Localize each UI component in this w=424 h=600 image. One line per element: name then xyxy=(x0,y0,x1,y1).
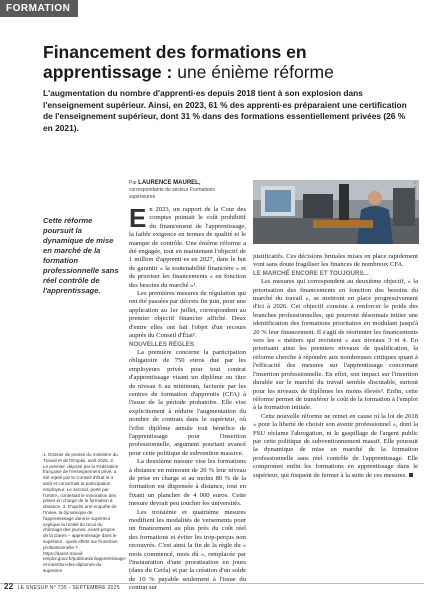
drop-cap: E xyxy=(129,203,147,233)
paragraph xyxy=(253,413,418,480)
pull-quote: Cette réforme poursuit la dynamique de mise en marché de la formation professionnelle sans réel contrôle de l'apprentissage. xyxy=(43,216,119,295)
page-number: 22 xyxy=(4,582,14,591)
paragraph xyxy=(129,203,246,290)
byline xyxy=(129,180,239,201)
article-photo xyxy=(253,180,419,244)
article-column-2 xyxy=(253,253,418,480)
paragraph: La deuxième mesure vise les formations à distance en minorant de 20 % leur niveau de prise en charge si au moins 80 % de la formation est dispensée à distance, tout en fixant un plancher de 4 000 euros. Cette mesure devrait peu toucher les universités. xyxy=(129,458,246,508)
workshop-photo-illustration xyxy=(253,180,419,244)
page-footer xyxy=(4,582,120,591)
byline-role: correspondante du secteur Formations supérieures xyxy=(129,187,215,200)
subheading: LE MARCHÉ ENCORE ET TOUJOURS... xyxy=(253,269,369,277)
article-column-1 xyxy=(129,203,247,593)
byline-prefix: Par xyxy=(129,180,139,186)
byline-author: LAURENCE MAUREL, xyxy=(138,180,201,186)
paragraph: La première concerne la participation obligatoire de 750 euros due par les employeurs privés pour tout contrat d'apprentissage visant un diplôme ou titre de niveau 6 au minimum, facturée par les centres de formation d'apprentis (CFA) à l'issue de la période probatoire. Elle vise explicitement à réduire l'augmentation du nombre de contrats dans le supérieur, où l'effet diplôme annule tout bénéfice de l'apprentissage pour l'insertion professionnelle, argument pourtant avancé pour cette politique de subvention massive. xyxy=(129,348,246,457)
paragraph: Les troisième et quatrième mesures modifient les modalités de versements pour un financement au plus près du coût réel des formations et éviter les trop-perçus non recouvrés. C'est ainsi la fin de la règle du « mois commencé, mois dû », remplacée par l'instauration d'une proratisation en jours (dans du Cerfa) et par la création d'un solde de 10 % payable seulement à l'issue du contrat sur xyxy=(129,508,246,592)
subheading: NOUVELLES RÈGLES xyxy=(129,340,194,348)
title-light: une énième réforme xyxy=(177,62,334,82)
end-mark xyxy=(409,473,413,477)
paragraph: Les mesures qui correspondent au deuxième objectif, « la priorisation des financements en fonction des besoins du marché du travail », se mettront en place progressivement d'ici à 2026. Cet objectif consiste à renforcer le poids des branches professionnelles, qui pourront désormais initier une identification des formations prioritaires en modulant jusqu'à 20 % leur financement. Il s'agit de réorienter les financements vers les « métiers qui recrutent » aux niveaux 3 et 4. En priorisant ainsi les premiers niveaux de qualification, la réforme cherche à répondre aux nombreuses critiques quant à l'efficacité des mesures sur l'apprentissage concernant l'insertion professionnelle. En effet, son impact sur l'insertion durable sur le marché du travail semble discutable, surtout pour les niveaux de diplômes les moins élevés³. Enfin, cette réforme permet de transférer le coût de la formation à l'emploi à la formation initiale. xyxy=(253,278,418,412)
publication-info: LE SNESUP N° 735 - SEPTEMBRE 2025 xyxy=(17,585,120,591)
article-title xyxy=(43,42,413,82)
article-lead: L'augmentation du nombre d'apprenti·es depuis 2018 tient à son explosion dans l'enseignement supérieur. Ainsi, en 2023, 61 % des apprenti·es préparaient une certification de l'enseignement supérieur, dont 31 % dans des formations essentiellement privées (26 % en 2021). xyxy=(43,88,407,133)
paragraph-text: Cette nouvelle réforme ne remet en cause ni la loi de 2018 « pour la liberté de choisir son avenir professionnel », dont la FSU réclame l'abrogation, ni le gaspillage de l'argent public par cette politique de subventionnement massif. Elle poursuit la dynamique de mise en marché de la formation professionnelle sans réel contrôle de l'apprentissage. Elle compromet enfin les formations en apprentissage dans le supérieur, qui risquent de fermer à la suite de ces mesures. xyxy=(253,412,418,479)
footnotes: 1. Dossier de presse du ministère du Travail et de l'Emploi, avril 2025. 2. Le premier, déposé par la Fédération française de l'enseignement privé, a été rejeté par le Conseil d'État le 4 août et concernait la participation employeur. Le second, porté par l'UNSA, contestait le minoration des prises en charge de la formation à distance. 3. D'après une enquête de l'Insee, la dynamique de l'apprentissage dans le supérieur explique la moitié du recul du chômage des jeunes. Avant-propos de la Dares – apprentissage dans le supérieur : quels effets sur l'insertion professionnelle ? https://dares.travail-emploi.gouv.fr/publication/apprentissage-et-insertion-des-diplomes-du-superieur xyxy=(43,452,127,573)
section-rubric: FORMATION xyxy=(0,0,78,17)
title-main: Financement des formations en apprentissage : xyxy=(43,42,307,82)
photo-credit: © Aloïs Photos xyxy=(413,181,417,208)
paragraph: justificatifs. Ces décisions brutales mises en place rapidement vont sans doute fragiliser les finances de nombreux CFA. xyxy=(253,253,418,269)
paragraph-text: n 2023, un rapport de la Cour des comptes pointait le coût prohibitif du financement de l'apprentissage, la faible exigence en termes de qualité et le manque de contrôle. Une énième réforme a été engagée, tout en maintenant l'objectif de 1 million d'apprenti·es en 2027, dans le but de garantir « la soutenabilité financière » et de prioriser les financements « en fonction des besoins du marché »¹. xyxy=(129,206,246,289)
paragraph: Les premières mesures de régulation qui ont été passées par décrets fin juin, pour une application au 1er juillet, correspondent au premier objectif financier affiché. Deux d'entre elles ont fait l'objet d'un recours auprès du Conseil d'État². xyxy=(129,290,247,340)
